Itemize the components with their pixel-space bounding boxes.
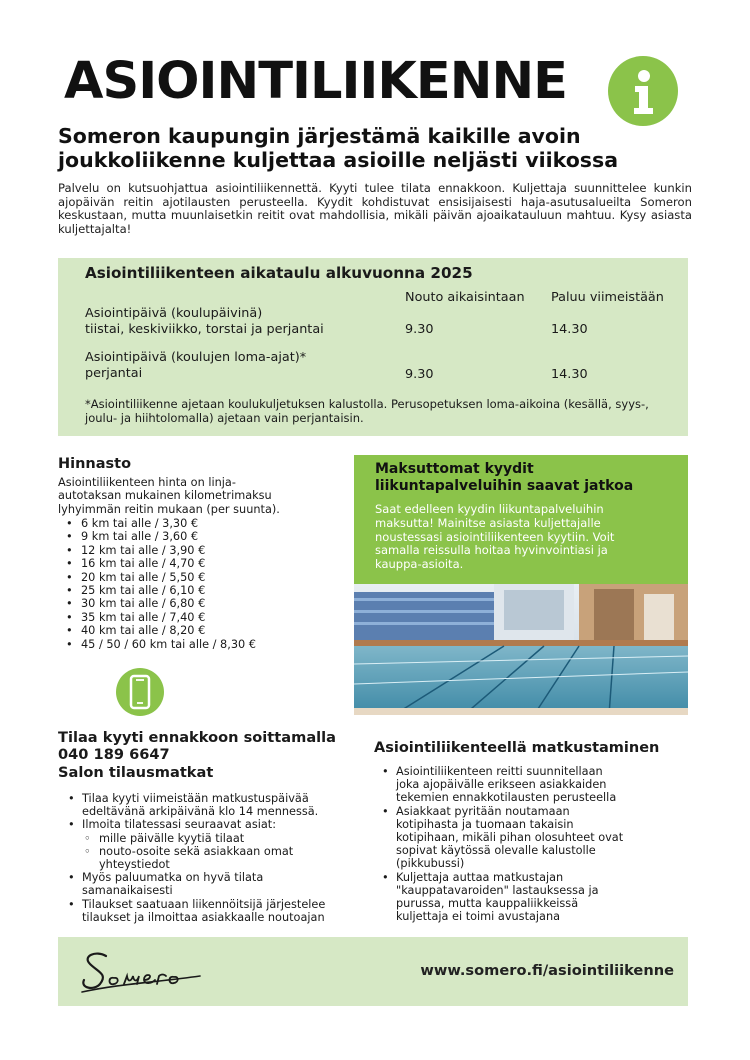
price-item: • 35 km tai alle / 7,40 € xyxy=(64,611,256,624)
website-link[interactable]: www.somero.fi/asiointiliikenne xyxy=(420,962,674,979)
subtitle: Someron kaupungin järjestämä kaikille avoin joukkoliikenne kuljettaa asioille neljästi viikossa xyxy=(58,124,619,172)
price-item: • 6 km tai alle / 3,30 € xyxy=(64,517,256,530)
free-rides-title: Maksuttomat kyydit liikuntapalveluihin saavat jatkoa xyxy=(375,461,634,494)
list-item: • Kuljettaja auttaa matkustajan "kauppatavaroiden" lastauksessa ja purussa, mutta kauppaliikkeissä kuljettaja ei toimi avustajana xyxy=(380,871,680,924)
schedule-note: *Asiointiliikenne ajetaan koulukuljetuksen kalustolla. Perusopetuksen loma-aikoina (kesällä, syys-, joulu- ja hiihtolomalla) ajetaan vain perjantaisin. xyxy=(85,397,649,425)
info-icon xyxy=(608,56,678,126)
travel-info-list xyxy=(380,765,680,923)
price-item: • 30 km tai alle / 6,80 € xyxy=(64,597,256,610)
list-item: • Asiointiliikenteen reitti suunnitellaan joka ajopäivälle erikseen asiakkaiden tekemien ennakkotilausten perusteella xyxy=(380,765,680,805)
price-item: • 25 km tai alle / 6,10 € xyxy=(64,584,256,597)
sub-list-item: ◦ mille päivälle kyytiä tilaat xyxy=(82,832,366,845)
schedule-title: Asiointiliikenteen aikataulu alkuvuonna 2025 xyxy=(85,264,473,282)
order-heading: Tilaa kyyti ennakkoon soittamalla 040 189 6647 Salon tilausmatkat xyxy=(58,729,358,781)
price-item: • 9 km tai alle / 3,60 € xyxy=(64,530,256,543)
price-item: • 40 km tai alle / 8,20 € xyxy=(64,624,256,637)
pricing-description: Asiointiliikenteen hinta on linja- autotaksan mukainen kilometrimaksu lyhyimmän reitin mukaan (per suunta). xyxy=(58,476,280,516)
free-rides-box xyxy=(354,455,688,584)
list-item: • Tilaukset saatuaan liikennöitsijä järjestelee tilaukset ja ilmoittaa asiakkaalle noutoajan xyxy=(66,898,366,924)
schedule-row-label: Asiointipäivä (koulujen loma-ajat)* perjantai xyxy=(85,350,307,381)
price-item: • 12 km tai alle / 3,90 € xyxy=(64,544,256,557)
schedule-pickup-time: 9.30 xyxy=(405,367,434,382)
page-title: ASIOINTILIIKENNE xyxy=(64,52,567,111)
travel-heading: Asiointiliikenteellä matkustaminen xyxy=(374,740,660,756)
order-phone-number: 040 189 6647 xyxy=(58,746,170,764)
list-item: • Asiakkaat pyritään noutamaan kotipihasta ja tuomaan takaisin kotipihaan, mikäli pihan olosuhteet ovat sopivat käytössä olevalle kalustolle (pikkubussi) xyxy=(380,805,680,871)
swimming-pool-photo xyxy=(354,584,688,715)
schedule-pickup-time: 9.30 xyxy=(405,322,434,337)
intro-paragraph: Palvelu on kutsuohjattua asiointiliikennettä. Kyyti tulee tilata ennakkoon. Kuljettaja suunnittelee kunkin ajopäivän reitin ajotilausten perusteella. Kyydit kohdistuvat ensisijaisesti haja-asutusalueilta Someron keskustaan, mutta muunlaisetkin reitit ovat mahdollisia, mikäli päivän ajoaikatauluun mahtuu. Kysy asiasta kuljettajalta! xyxy=(58,181,692,236)
order-instructions xyxy=(66,792,366,924)
price-item: • 20 km tai alle / 5,50 € xyxy=(64,571,256,584)
phone-icon xyxy=(116,668,164,716)
list-item: • Myös paluumatka on hyvä tilata samanaikaisesti xyxy=(66,871,366,897)
schedule-col-return: Paluu viimeistään xyxy=(551,290,664,305)
price-item: • 16 km tai alle / 4,70 € xyxy=(64,557,256,570)
schedule-return-time: 14.30 xyxy=(551,322,588,337)
sub-list-item: ◦ nouto-osoite sekä asiakkaan omat yhteystiedot xyxy=(82,845,366,871)
schedule-row-label: Asiointipäivä (koulupäivinä) tiistai, keskiviikko, torstai ja perjantai xyxy=(85,306,324,337)
price-item: • 45 / 50 / 60 km tai alle / 8,30 € xyxy=(64,638,256,651)
price-list xyxy=(64,517,256,651)
somero-logo xyxy=(78,946,208,1000)
schedule-return-time: 14.30 xyxy=(551,367,588,382)
list-item: • Tilaa kyyti viimeistään matkustuspäivää edeltävänä arkipäivänä klo 14 mennessä. xyxy=(66,792,366,818)
free-rides-text: Saat edelleen kyydin liikuntapalveluihin maksutta! Mainitse asiasta kuljettajalle noustessasi asiointiliikenteen kyytiin. Voit samalla reissulla hoitaa hyvinvointiasi ja kauppa-asioita. xyxy=(375,502,615,572)
list-item: • Ilmoita tilatessasi seuraavat asiat: ◦ mille päivälle kyytiä tilaat ◦ nouto-osoite sekä asiakkaan omat yhteystiedot xyxy=(66,818,366,871)
pricing-title: Hinnasto xyxy=(58,456,132,472)
schedule-box xyxy=(58,258,688,436)
footer xyxy=(58,937,688,1006)
schedule-col-pickup: Nouto aikaisintaan xyxy=(405,290,525,305)
